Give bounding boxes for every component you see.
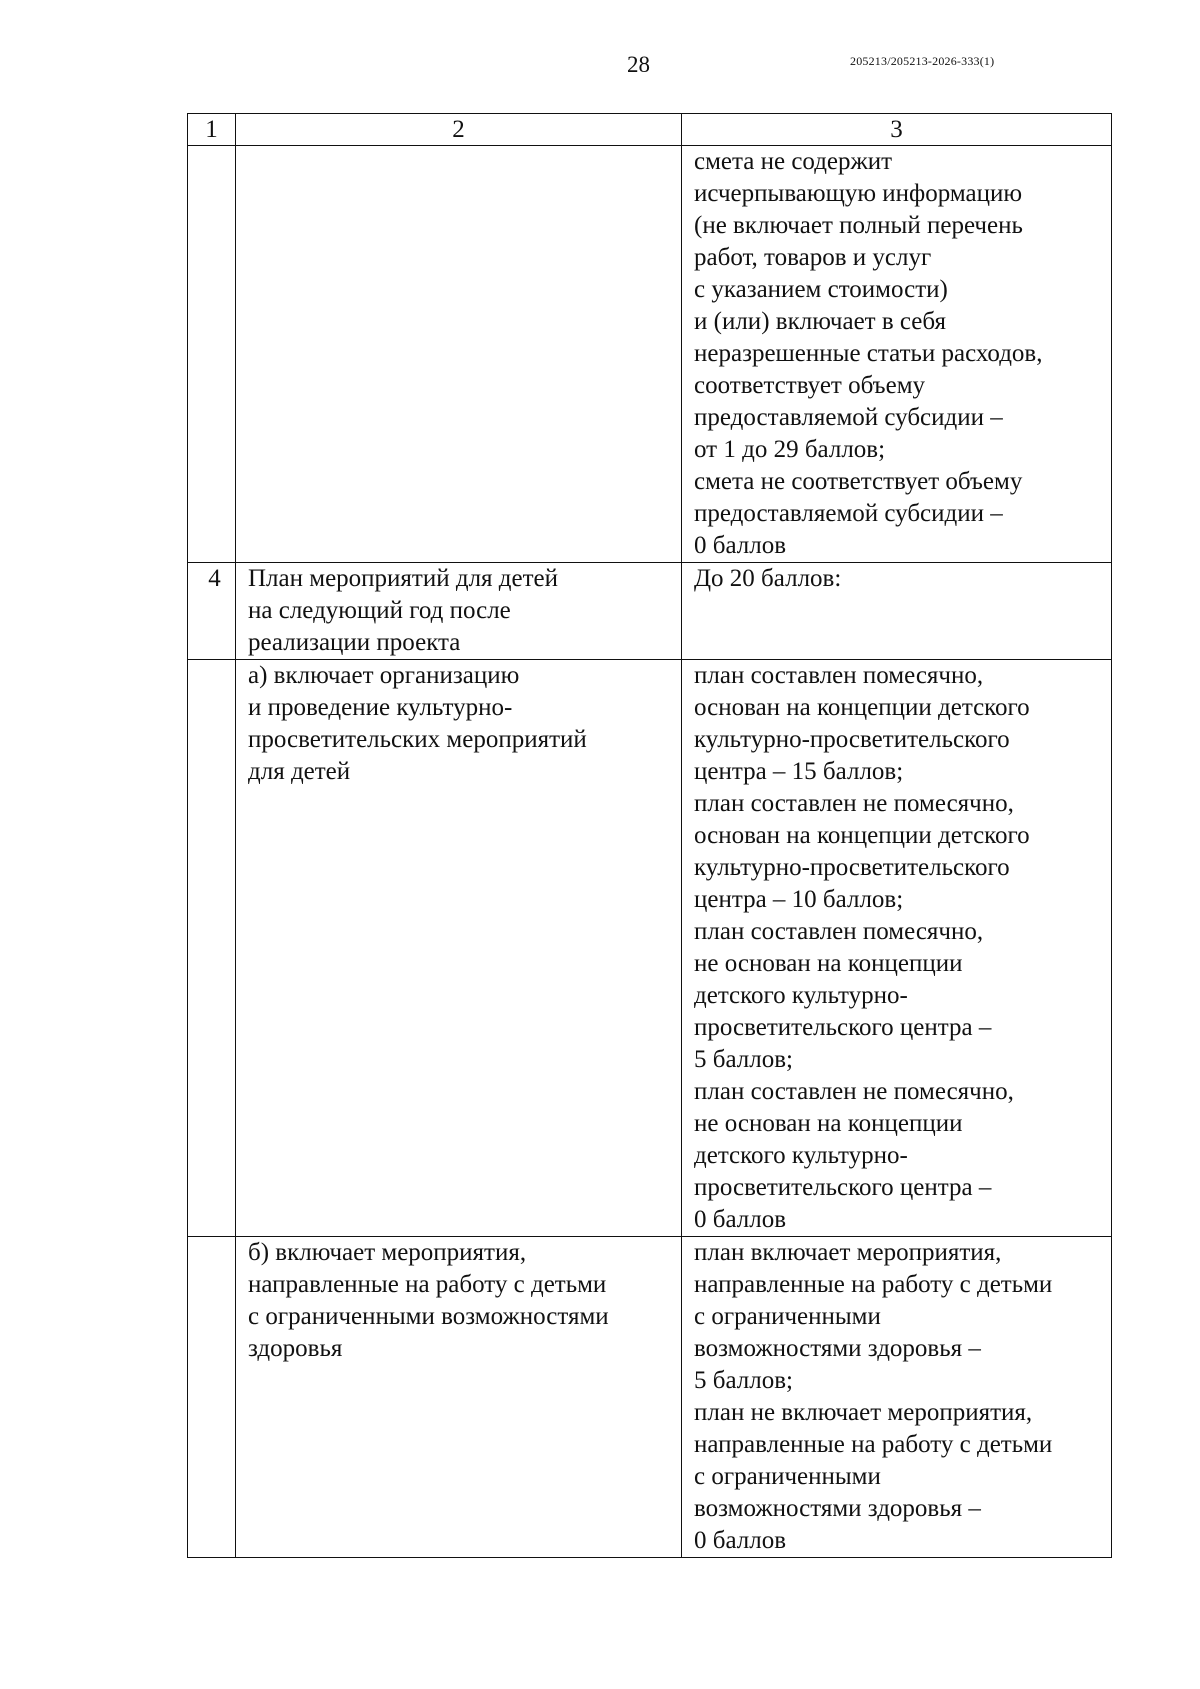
scoring-text-line: направленные на работу с детьми: [694, 1271, 1053, 1298]
scoring-text-line: направленные на работу с детьми: [694, 1431, 1053, 1458]
criterion-text-line: просветительских мероприятий: [248, 726, 587, 753]
scoring-text-line: не основан на концепции: [694, 1110, 963, 1137]
criterion-cell: [236, 660, 682, 1237]
scoring-text-line: план не включает мероприятия,: [694, 1399, 1033, 1426]
scoring-cell: [682, 563, 1112, 660]
scoring-text-line: план составлен не помесячно,: [694, 1078, 1014, 1105]
criteria-table: [187, 113, 1112, 1558]
scoring-text-line: просветительского центра –: [694, 1174, 992, 1201]
scoring-text-line: с ограниченными: [694, 1463, 881, 1490]
scoring-text-line: предоставляемой субсидии –: [694, 404, 1003, 431]
criterion-text-line: на следующий год после: [248, 597, 511, 624]
criterion-text-line: а) включает организацию: [248, 662, 520, 689]
scoring-text-line: основан на концепции детского: [694, 822, 1030, 849]
criterion-cell: [236, 146, 682, 563]
table-row: [188, 563, 1112, 660]
scoring-text-line: детского культурно-: [694, 1142, 908, 1169]
scoring-text-line: 0 баллов: [694, 1206, 787, 1233]
scoring-text-line: основан на концепции детского: [694, 694, 1030, 721]
column-header-2: 2: [236, 114, 682, 146]
criterion-text-line: направленные на работу с детьми: [248, 1271, 607, 1298]
scoring-text-line: с указанием стоимости): [694, 276, 948, 303]
table-header-row: [188, 114, 1112, 146]
scoring-text-line: от 1 до 29 баллов;: [694, 436, 886, 463]
criterion-cell: [236, 563, 682, 660]
scoring-text-line: 0 баллов: [694, 1527, 787, 1554]
table-row: [188, 660, 1112, 1237]
scoring-cell: [682, 1237, 1112, 1558]
scoring-cell: [682, 146, 1112, 563]
row-number-cell: 4: [188, 563, 236, 660]
criterion-text-line: План мероприятий для детей: [248, 565, 559, 592]
scoring-cell: [682, 660, 1112, 1237]
column-header-1: 1: [188, 114, 236, 146]
scoring-text-line: неразрешенные статьи расходов,: [694, 340, 1043, 367]
criterion-text-line: для детей: [248, 758, 351, 785]
scoring-text-line: план составлен помесячно,: [694, 662, 984, 689]
scoring-text-line: центра – 15 баллов;: [694, 758, 904, 785]
scoring-text-line: смета не содержит: [694, 148, 893, 175]
criterion-text-line: и проведение культурно-: [248, 694, 513, 721]
criterion-text-line: б) включает мероприятия,: [248, 1239, 527, 1266]
scoring-text-line: До 20 баллов:: [694, 565, 842, 592]
document-code: 205213/205213-2026-333(1): [850, 54, 995, 68]
criterion-text-line: здоровья: [248, 1335, 343, 1362]
scoring-text-line: и (или) включает в себя: [694, 308, 947, 335]
scoring-text-line: работ, товаров и услуг: [694, 244, 932, 271]
scoring-text-line: план составлен не помесячно,: [694, 790, 1014, 817]
scoring-text-line: просветительского центра –: [694, 1014, 992, 1041]
scoring-text-line: предоставляемой субсидии –: [694, 500, 1003, 527]
scoring-text-line: план включает мероприятия,: [694, 1239, 1002, 1266]
scoring-text-line: смета не соответствует объему: [694, 468, 1023, 495]
criterion-cell: [236, 1237, 682, 1558]
scoring-text-line: исчерпывающую информацию: [694, 180, 1023, 207]
scoring-text-line: план составлен помесячно,: [694, 918, 984, 945]
scoring-text-line: детского культурно-: [694, 982, 908, 1009]
scoring-text-line: не основан на концепции: [694, 950, 963, 977]
scoring-text-line: культурно-просветительского: [694, 854, 1010, 881]
table-row: [188, 146, 1112, 563]
scoring-text-line: 5 баллов;: [694, 1367, 793, 1394]
scoring-text-line: возможностями здоровья –: [694, 1335, 981, 1362]
scoring-text-line: (не включает полный перечень: [694, 212, 1023, 239]
page-number: 28: [627, 52, 650, 77]
scoring-text-line: культурно-просветительского: [694, 726, 1010, 753]
column-header-3: 3: [682, 114, 1112, 146]
scoring-text-line: возможностями здоровья –: [694, 1495, 981, 1522]
criterion-text-line: реализации проекта: [248, 629, 461, 656]
scoring-text-line: соответствует объему: [694, 372, 926, 399]
table-row: [188, 1237, 1112, 1558]
scoring-text-line: 5 баллов;: [694, 1046, 793, 1073]
row-number-cell: [188, 660, 236, 1237]
scoring-text-line: с ограниченными: [694, 1303, 881, 1330]
scoring-text-line: 0 баллов: [694, 532, 787, 559]
row-number-cell: [188, 1237, 236, 1558]
scoring-text-line: центра – 10 баллов;: [694, 886, 904, 913]
criterion-text-line: с ограниченными возможностями: [248, 1303, 609, 1330]
row-number-cell: [188, 146, 236, 563]
